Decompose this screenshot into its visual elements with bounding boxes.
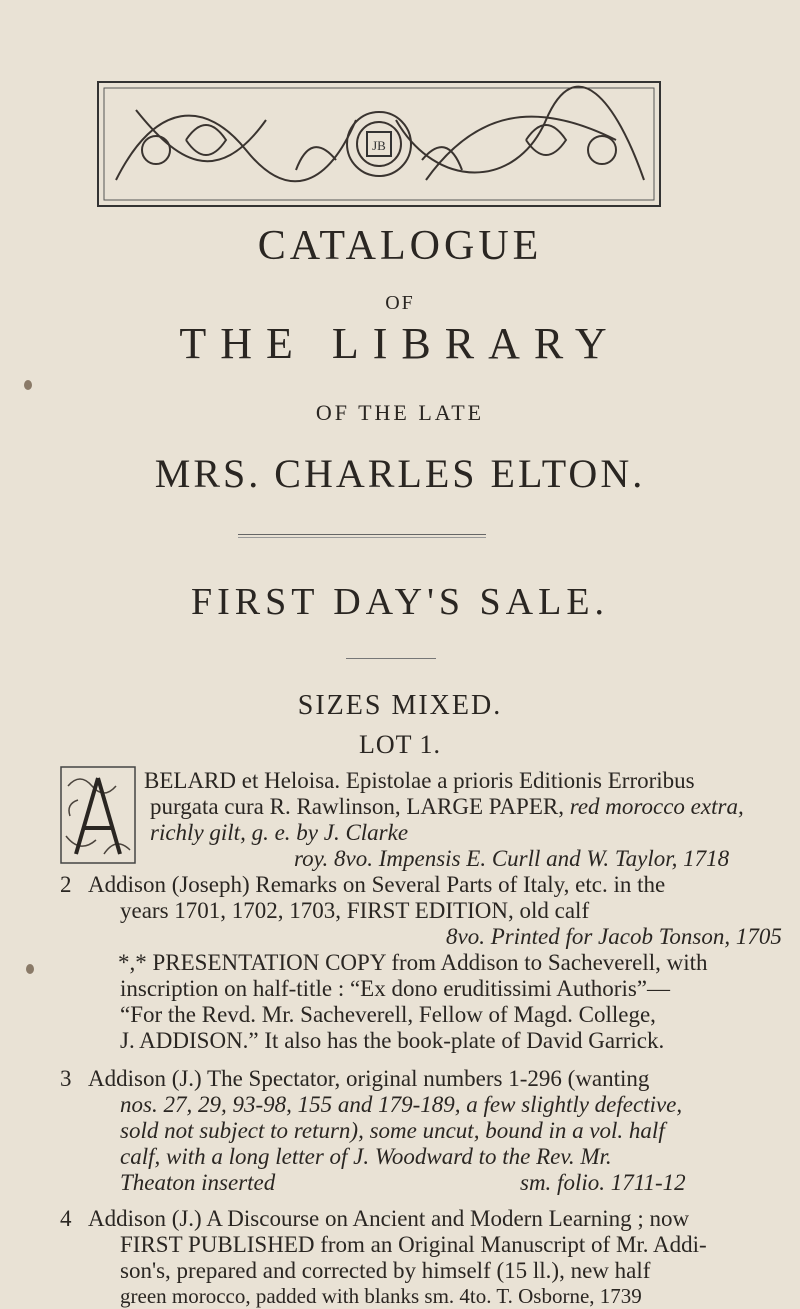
entry-text-line: inscription on half-title : “Ex dono eruditissimi Authoris”— <box>120 976 671 1001</box>
entry-text-line: “For the Revd. Mr. Sacheverell, Fellow of Magd. College, <box>120 1002 656 1027</box>
decorated-initial-a <box>60 766 136 864</box>
page-blemish <box>24 380 32 390</box>
of-the-late-line: OF THE LATE <box>315 400 485 425</box>
lot-heading: LOT 1. <box>358 730 442 759</box>
entry-binding: red morocco extra, <box>569 794 744 819</box>
entry-imprint: 8vo. Printed for Jacob Tonson, 1705 <box>446 924 782 949</box>
divider-rule <box>238 534 486 535</box>
divider-rule <box>346 658 436 659</box>
entry-text-line: *,* PRESENTATION COPY from Addison to Sacheverell, with <box>118 950 708 975</box>
entry-text-line: purgata cura R. Rawlinson, LARGE PAPER, <box>150 794 570 819</box>
entry-text-line: years 1701, 1702, 1703, FIRST EDITION, old calf <box>120 898 590 923</box>
sale-day-heading: FIRST DAY'S SALE. <box>190 581 610 623</box>
lot-number: 2 <box>60 872 72 897</box>
lot-number: 4 <box>60 1206 72 1231</box>
entry-text-line: BELARD et Heloisa. Epistolae a prioris Editionis Erroribus <box>144 768 695 793</box>
catalogue-entry <box>294 846 729 871</box>
lot-number: 3 <box>60 1066 72 1091</box>
page-blemish <box>26 964 34 974</box>
entry-text-line: sold not subject to return), some uncut, bound in a vol. half <box>120 1118 665 1143</box>
entry-binding: richly gilt, g. e. by J. Clarke <box>150 820 409 845</box>
entry-text-line: J. ADDISON.” It also has the book-plate of David Garrick. <box>120 1028 665 1053</box>
entry-text-line: Theaton inserted <box>120 1170 276 1195</box>
section-heading: SIZES MIXED. <box>297 690 503 721</box>
catalogue-entry <box>150 820 408 845</box>
catalogue-entry <box>144 768 695 793</box>
ornamental-headpiece <box>96 80 662 208</box>
entry-text-line: Addison (J.) A Discourse on Ancient and Modern Learning ; now <box>88 1206 690 1231</box>
entry-imprint: roy. 8vo. Impensis E. Curll and W. Taylor, 1718 <box>294 846 730 871</box>
entry-text-line: Addison (J.) The Spectator, original numbers 1-296 (wanting <box>88 1066 650 1091</box>
entry-text-line: green morocco, padded with blanks sm. 4to. T. Osborne, 1739 <box>120 1284 642 1308</box>
entry-text-line: nos. 27, 29, 93-98, 155 and 179-189, a few slightly defective, <box>120 1092 683 1117</box>
catalogue-heading: CATALOGUE <box>257 223 543 269</box>
divider-rule <box>238 537 486 538</box>
entry-text-line: son's, prepared and corrected by himself (15 ll.), new half <box>120 1258 651 1283</box>
of-line: OF <box>385 292 415 314</box>
catalogue-entry <box>150 794 744 819</box>
catalogue-entry <box>88 872 665 897</box>
entry-imprint: sm. folio. 1711-12 <box>520 1170 686 1195</box>
svg-text:JB: JB <box>372 138 386 153</box>
owner-name: MRS. CHARLES ELTON. <box>154 451 646 496</box>
library-heading: THE LIBRARY <box>179 319 621 368</box>
entry-text-line: calf, with a long letter of J. Woodward to the Rev. Mr. <box>120 1144 612 1169</box>
entry-text-line: Addison (Joseph) Remarks on Several Parts of Italy, etc. in the <box>88 872 666 897</box>
entry-text-line: FIRST PUBLISHED from an Original Manuscript of Mr. Addi- <box>120 1232 707 1257</box>
